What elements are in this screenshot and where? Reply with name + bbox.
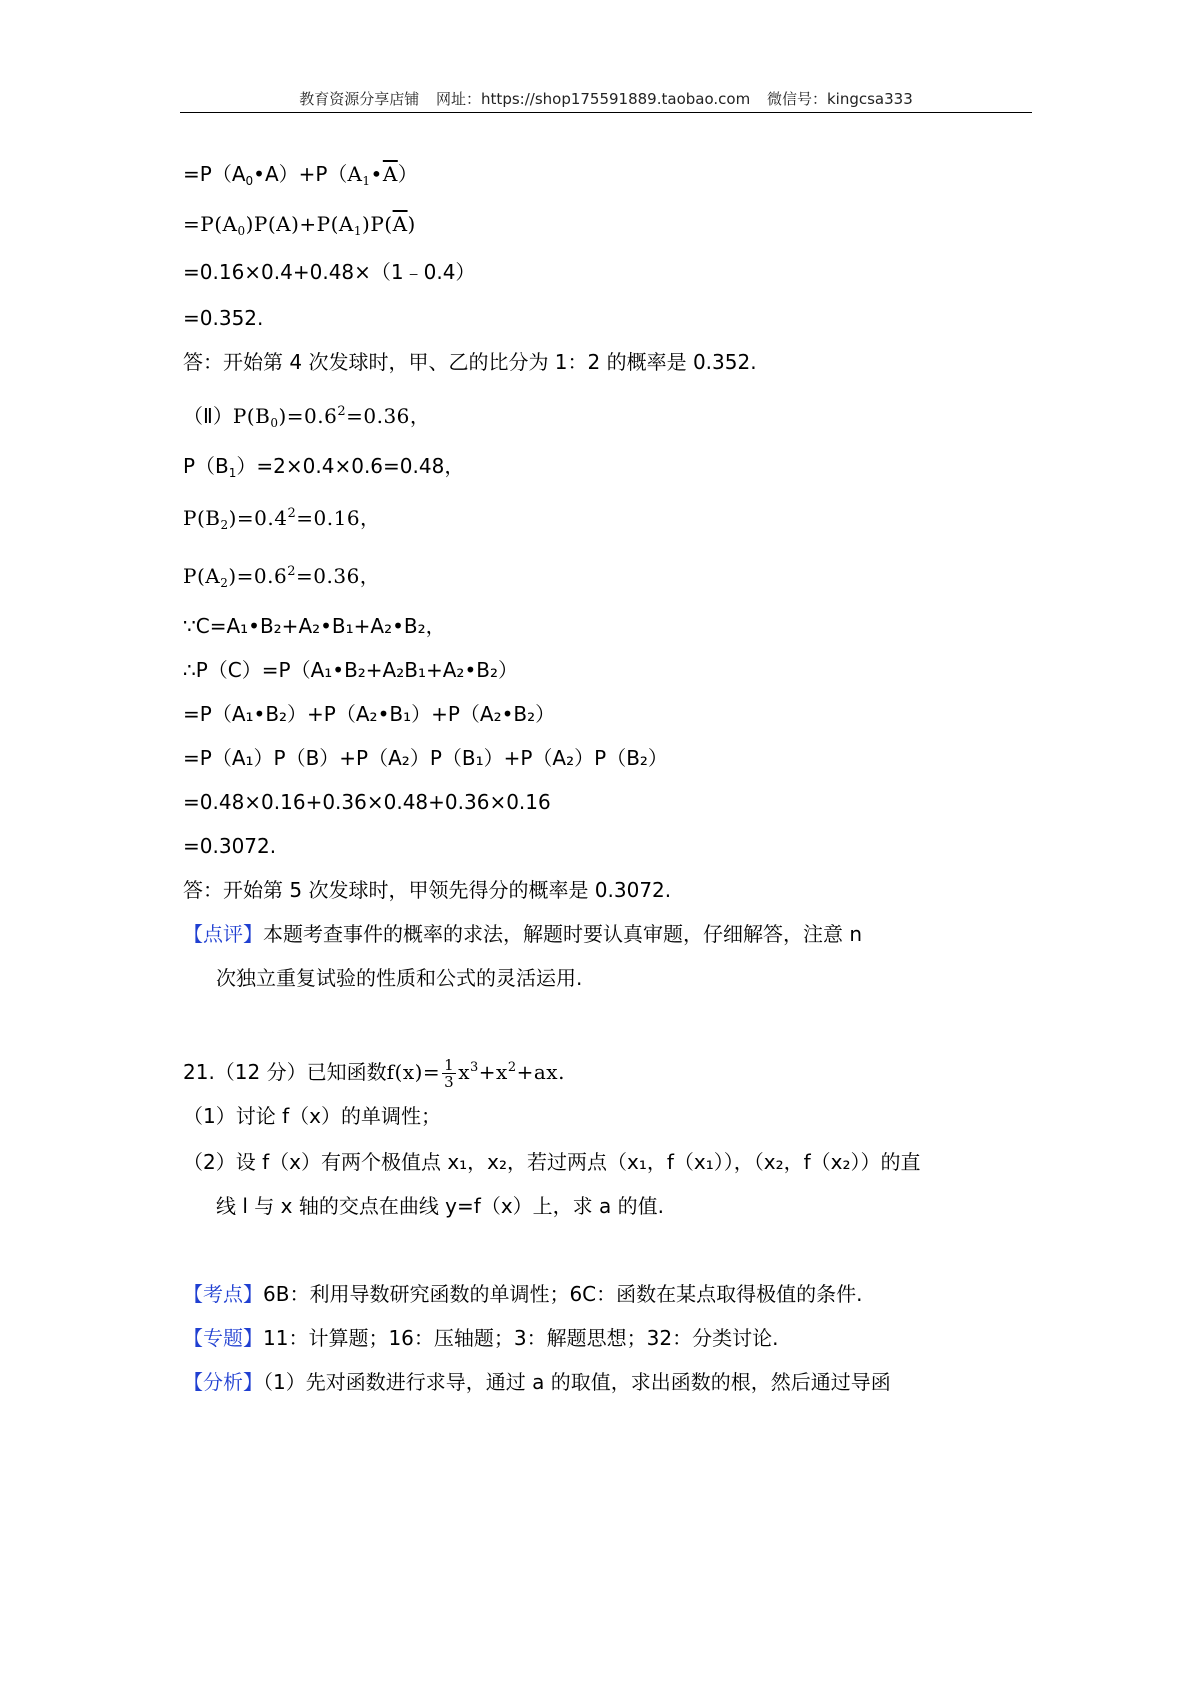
zhuanti-line: 【专题】11：计算题；16：压轴题；3：解题思想；32：分类讨论.	[183, 1326, 779, 1350]
line-8: $P(B_2)=0.4^2=0.16$，	[183, 506, 381, 532]
line-16: 答：开始第 5 次发球时，甲领先得分的概率是 0.3072.	[183, 878, 672, 902]
line-15: =0.3072.	[183, 834, 277, 858]
header-url: 网址：https://shop175591889.taobao.com	[436, 90, 751, 108]
line-2: $=P(A_0)P(A)+P(A_1)P(\overline{A})$	[183, 212, 416, 238]
question-21-part-2-line-1: （2）设 f（x）有两个极值点 x₁，x₂，若过两点（x₁，f（x₁）），（x₂，f（x₂））的直	[183, 1150, 921, 1174]
line-6: $(Ⅱ)P(B_0)=0.6^2=0.36$，	[183, 404, 431, 430]
zhuanti-tag: 【专题】	[183, 1326, 263, 1350]
review-line-1: 【点评】本题考查事件的概率的求法，解题时要认真审题，仔细解答，注意 n	[183, 922, 863, 946]
page-header	[180, 88, 1032, 112]
line-5: 答：开始第 4 次发球时，甲、乙的比分为 1：2 的概率是 0.352.	[183, 350, 757, 374]
question-21-stem: 21.（12 分）已知函数f(x)= $\frac{1}{3}$ $x^3+x^2+ax$.	[183, 1056, 565, 1091]
line-10: ∵C=A₁•B₂+A₂•B₁+A₂•B₂，	[183, 614, 446, 638]
question-21-part-2-line-2: 线 l 与 x 轴的交点在曲线 y=f（x）上，求 a 的值.	[216, 1194, 664, 1218]
fraction-one-third: $\frac{1}{3}$	[444, 1056, 455, 1091]
line-12: =P（A₁•B₂）+P（A₂•B₁）+P（A₂•B₂）	[183, 702, 556, 726]
fenxi-tag: 【分析】	[183, 1370, 263, 1394]
line-13: =P（A₁）P（B）+P（A₂）P（B₁）+P（A₂）P（B₂）	[183, 746, 668, 770]
line-3: =0.16×0.4+0.48×（1﹣0.4）	[183, 260, 476, 284]
line-9: $P(A_2)=0.6^2=0.36$，	[183, 564, 381, 590]
line-11: ∴P（C）=P（A₁•B₂+A₂B₁+A₂•B₂）	[183, 658, 518, 682]
line-4: =0.352.	[183, 306, 264, 330]
kaodian-tag: 【考点】	[183, 1282, 263, 1306]
header-wechat: 微信号：kingcsa333	[766, 90, 913, 108]
fenxi-line: 【分析】（1）先对函数进行求导，通过 a 的取值，求出函数的根，然后通过导函	[183, 1370, 891, 1394]
line-1: $=P(A_0•A)+P(A_1•\overline{A})$	[183, 162, 418, 188]
kaodian-line: 【考点】6B：利用导数研究函数的单调性；6C：函数在某点取得极值的条件.	[183, 1282, 863, 1306]
line-14: =0.48×0.16+0.36×0.48+0.36×0.16	[183, 790, 551, 814]
header-shop: 教育资源分享店铺	[299, 90, 420, 108]
question-21-part-1: （1）讨论 f（x）的单调性；	[183, 1104, 441, 1128]
review-tag: 【点评】	[183, 922, 263, 946]
line-7: $P(B_1)=2\times 0.4\times 0.6=0.48$，	[183, 454, 465, 480]
header-rule	[180, 112, 1032, 113]
review-line-2: 次独立重复试验的性质和公式的灵活运用.	[216, 966, 583, 990]
